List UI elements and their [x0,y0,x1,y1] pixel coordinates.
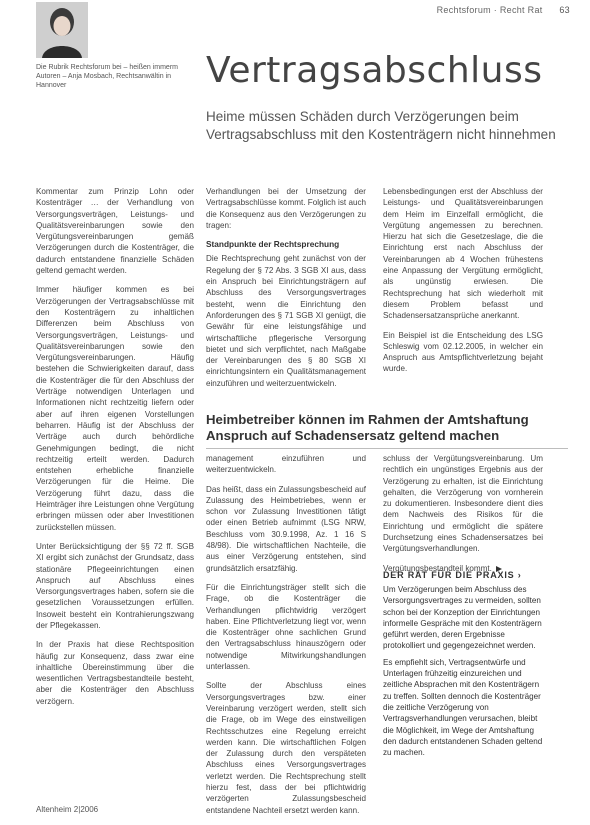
divider [206,448,568,449]
column-2 [206,186,366,397]
practice-tip-heading: DER RAT FÜR DIE PRAXIS › [383,570,522,580]
column-3-lower [383,453,543,582]
author-caption: Die Rubrik Rechtsforum bei – heißen immerm Autoren – Anja Mosbach, Rechtsanwältin in Hannover [36,64,178,89]
page-number: 63 [559,5,570,15]
paragraph: Um Verzögerungen beim Abschluss des Versorgungsvertrages zu vermeiden, sollten schon bei der Konzeption der Einrichtungen informelle Gespräche mit den Kostenträgern geführt werden, deren Ergebnisse protokolliert und gegengezeichnet werden. [383,585,542,651]
article-subtitle: Heime müssen Schäden durch Verzögerungen beim Vertragsabschluss mit den Kostenträgern nicht hinnehmen [206,109,556,142]
paragraph: Die Rechtsprechung geht zunächst von der Regelung der § 72 Abs. 3 SGB XI aus, dass ein Anspruch bei Einrichtungsträgern auf Abschluss des Versorgungsvertrages besteht, wenn die Einrichtung den Anforderungen des § 71 SGB XI genügt, die Gewähr für eine leistungsfähige und wirtschaftliche pflegerische Versorgung bietet und sich verpflichtet, nach Maßgabe der Vereinbarungen des § 80 SGB XI einrichtungsintern ein Qualitätsmanagement einzuführen und weiterzuentwickeln. [206,254,366,388]
paragraph: Das heißt, dass ein Zulassungsbescheid auf Zulassung des Heimbetriebes, wenn er schon vor Zulassung Investitionen tätigt oder einen Betrieb aufnimmt (LSG NRW, Beschluss vom 30.9.1998, Az. 1 16 S 48/98). Die wirtschaftlichen Nachteile, die aus einer Verzögerung entstehen, sind grundsätzlich ersatzfähig. [206,484,366,573]
paragraph: Sollte der Abschluss eines Versorgungsvertrages bzw. einer Vereinbarung verzögert werden, stellt sich die Frage, ob im Wege des einstweiligen Rechtsschutzes eine Regelung erreicht werden kann. Die wirtschaftlichen Folgen der Zulassung durch den verspäteten Abschluss eines Versorgungsvertrages verletzt werden. Die Rechtsprechung stellt hierzu fest, dass der bei pflichtwidrig verzögerten Zulassungsbescheid entstandene Nachteil ersetzt werden kann. [206,681,366,815]
paragraph: management einzuführen und weiterzuentwickeln. [206,454,366,475]
column-2-lower [206,453,366,824]
column-1 [36,186,194,715]
paragraph: Lebensbedingungen erst der Abschluss der Leistungs- und Qualitätsvereinbarungen dem Heim im Einzelfall ermöglicht, die Vergütung angemessen zu berechnen. Hierzu hat sich die Gesetzeslage, die die Einrichtung erst nach Abschluss der Vereinbarungen ab 4 Wochen frühestens eine Anpassung der Vergütung ermöglicht, als ungünstig erwiesen. Die Rechtsprechung hat sich wiederholt mit diesem Problem befasst und Schadensersatzansprüche anerkannt. [383,187,543,321]
paragraph-end-text: Vergütungsbestandteil kommt. [383,563,492,573]
paragraph: Ein Beispiel ist die Entscheidung des LSG Schleswig vom 02.12.2005, in welcher ein Anspruch aus Amtspflichtverletzung bejaht wurde. [383,330,543,374]
practice-tip-box [383,584,543,763]
paragraph: Für die Einrichtungsträger stellt sich die Frage, ob die Kostenträger die Verhandlungen pflichtwidrig verzögert haben. Eine Pflichtverletzung liegt vor, wenn die Kostenträger ohne sachlichen Grund den Vertragsabschluss hinauszögern oder notwendige Mitwirkungshandlungen unterlassen. [206,582,366,672]
article-title: Vertragsabschluss [206,50,543,91]
column-3 [383,186,543,383]
paragraph: In der Praxis hat diese Rechtsposition häufig zur Konsequenz, dass zwar eine inhaltliche Übereinstimmung über die wesentlichen Vertragsbestandteile besteht, aber die Kostenträger den Abschluss verzögern. [36,640,194,706]
section-subheading: Standpunkte der Rechtsprechung [206,239,340,250]
running-header [400,5,570,15]
page-footer: Altenheim 2|2006 [36,805,99,814]
header-section: Rechtsforum · Recht Rat [436,5,543,15]
paragraph: Kommentar zum Prinzip Lohn oder Kostenträger … der Verhandlung von Versorgungsverträgen, Leistungs- und Qualitätsvereinbarungen sowie den Vergütungsvereinbarungen gemäß Verzögerungen durch die Kostenträger, die dadurch entstandene finanzielle Schäden geltend gemacht werden. [36,187,194,276]
paragraph: schluss der Vergütungsvereinbarung. Um rechtlich ein ungünstiges Ergebnis aus der Verzögerung zu erhalten, ist die Einrichtung gehalten, die Verzögerung von vornherein zu dokumentieren. Insbesondere dient dies dem Nachweis des Risikos für die Einrichtung und ermöglicht die spätere Durchsetzung eines Schadensersatzes bei Vergütungsverhandlungen. [383,454,543,554]
pull-heading: Heimbetreiber können im Rahmen der Amtshaftung Anspruch auf Schadensersatz geltend machen [206,412,529,443]
paragraph: Immer häufiger kommen es bei Verzögerungen der Vertragsabschlüsse mit den Kostenträgern zu inhaltlichen Differenzen beim Abschluss von Versorgungsverträgen, Leistungs- und Qualitätsvereinbarungen sowie den Vergütungsvereinbarungen. Häufig bestehen die Schwierigkeiten darauf, dass die Kostenträger die für den Abschluss der Verträge notwendigen Unterlagen und Informationen nicht rechtzeitig liefern oder aber auf ihren eigenen Vorstellungen beharren. Häufig ist der Abschluss der Verträge auch durch behördliche Genehmigungen bedingt, die nicht rechtzeitig erteilt werden. Dadurch entstehen erhebliche finanzielle Verzögerungen für die Heime. Die Verzögerung führt dazu, dass die Heimträger ihre Leistungen ohne Vergütung erbringen müssen oder aber Investitionen zurückstellen müssen. [36,285,194,532]
author-portrait-image [36,2,88,58]
paragraph: Unter Berücksichtigung der §§ 72 ff. SGB XI ergibt sich zunächst der Grundsatz, dass stationäre Pflegeeinrichtungen einen Anspruch auf Abschluss eines Versorgungsvertrages haben, sofern sie die gesetzlichen Voraussetzungen erfüllen. Insoweit besteht ein Kontrahierungszwang der Pflegekassen. [36,541,194,630]
author-photo [36,2,88,58]
paragraph: Es empfiehlt sich, Vertragsentwürfe und Unterlagen frühzeitig einzureichen und zeitliche Absprachen mit den Kostenträgern zu treffen. Sollten dennoch die Kostenträger die zeitliche Verzögerung von Vertragsverhandlungen verursachen, bleibt die Möglichkeit, im Wege der Amtshaftung den dadurch entstandenen Schaden geltend zu machen. [383,657,543,758]
paragraph: Verhandlungen bei der Umsetzung der Vertragsabschlüsse kommt. Folglich ist auch die Konsequenz aus den Verzögerungen zu tragen: [206,187,366,230]
